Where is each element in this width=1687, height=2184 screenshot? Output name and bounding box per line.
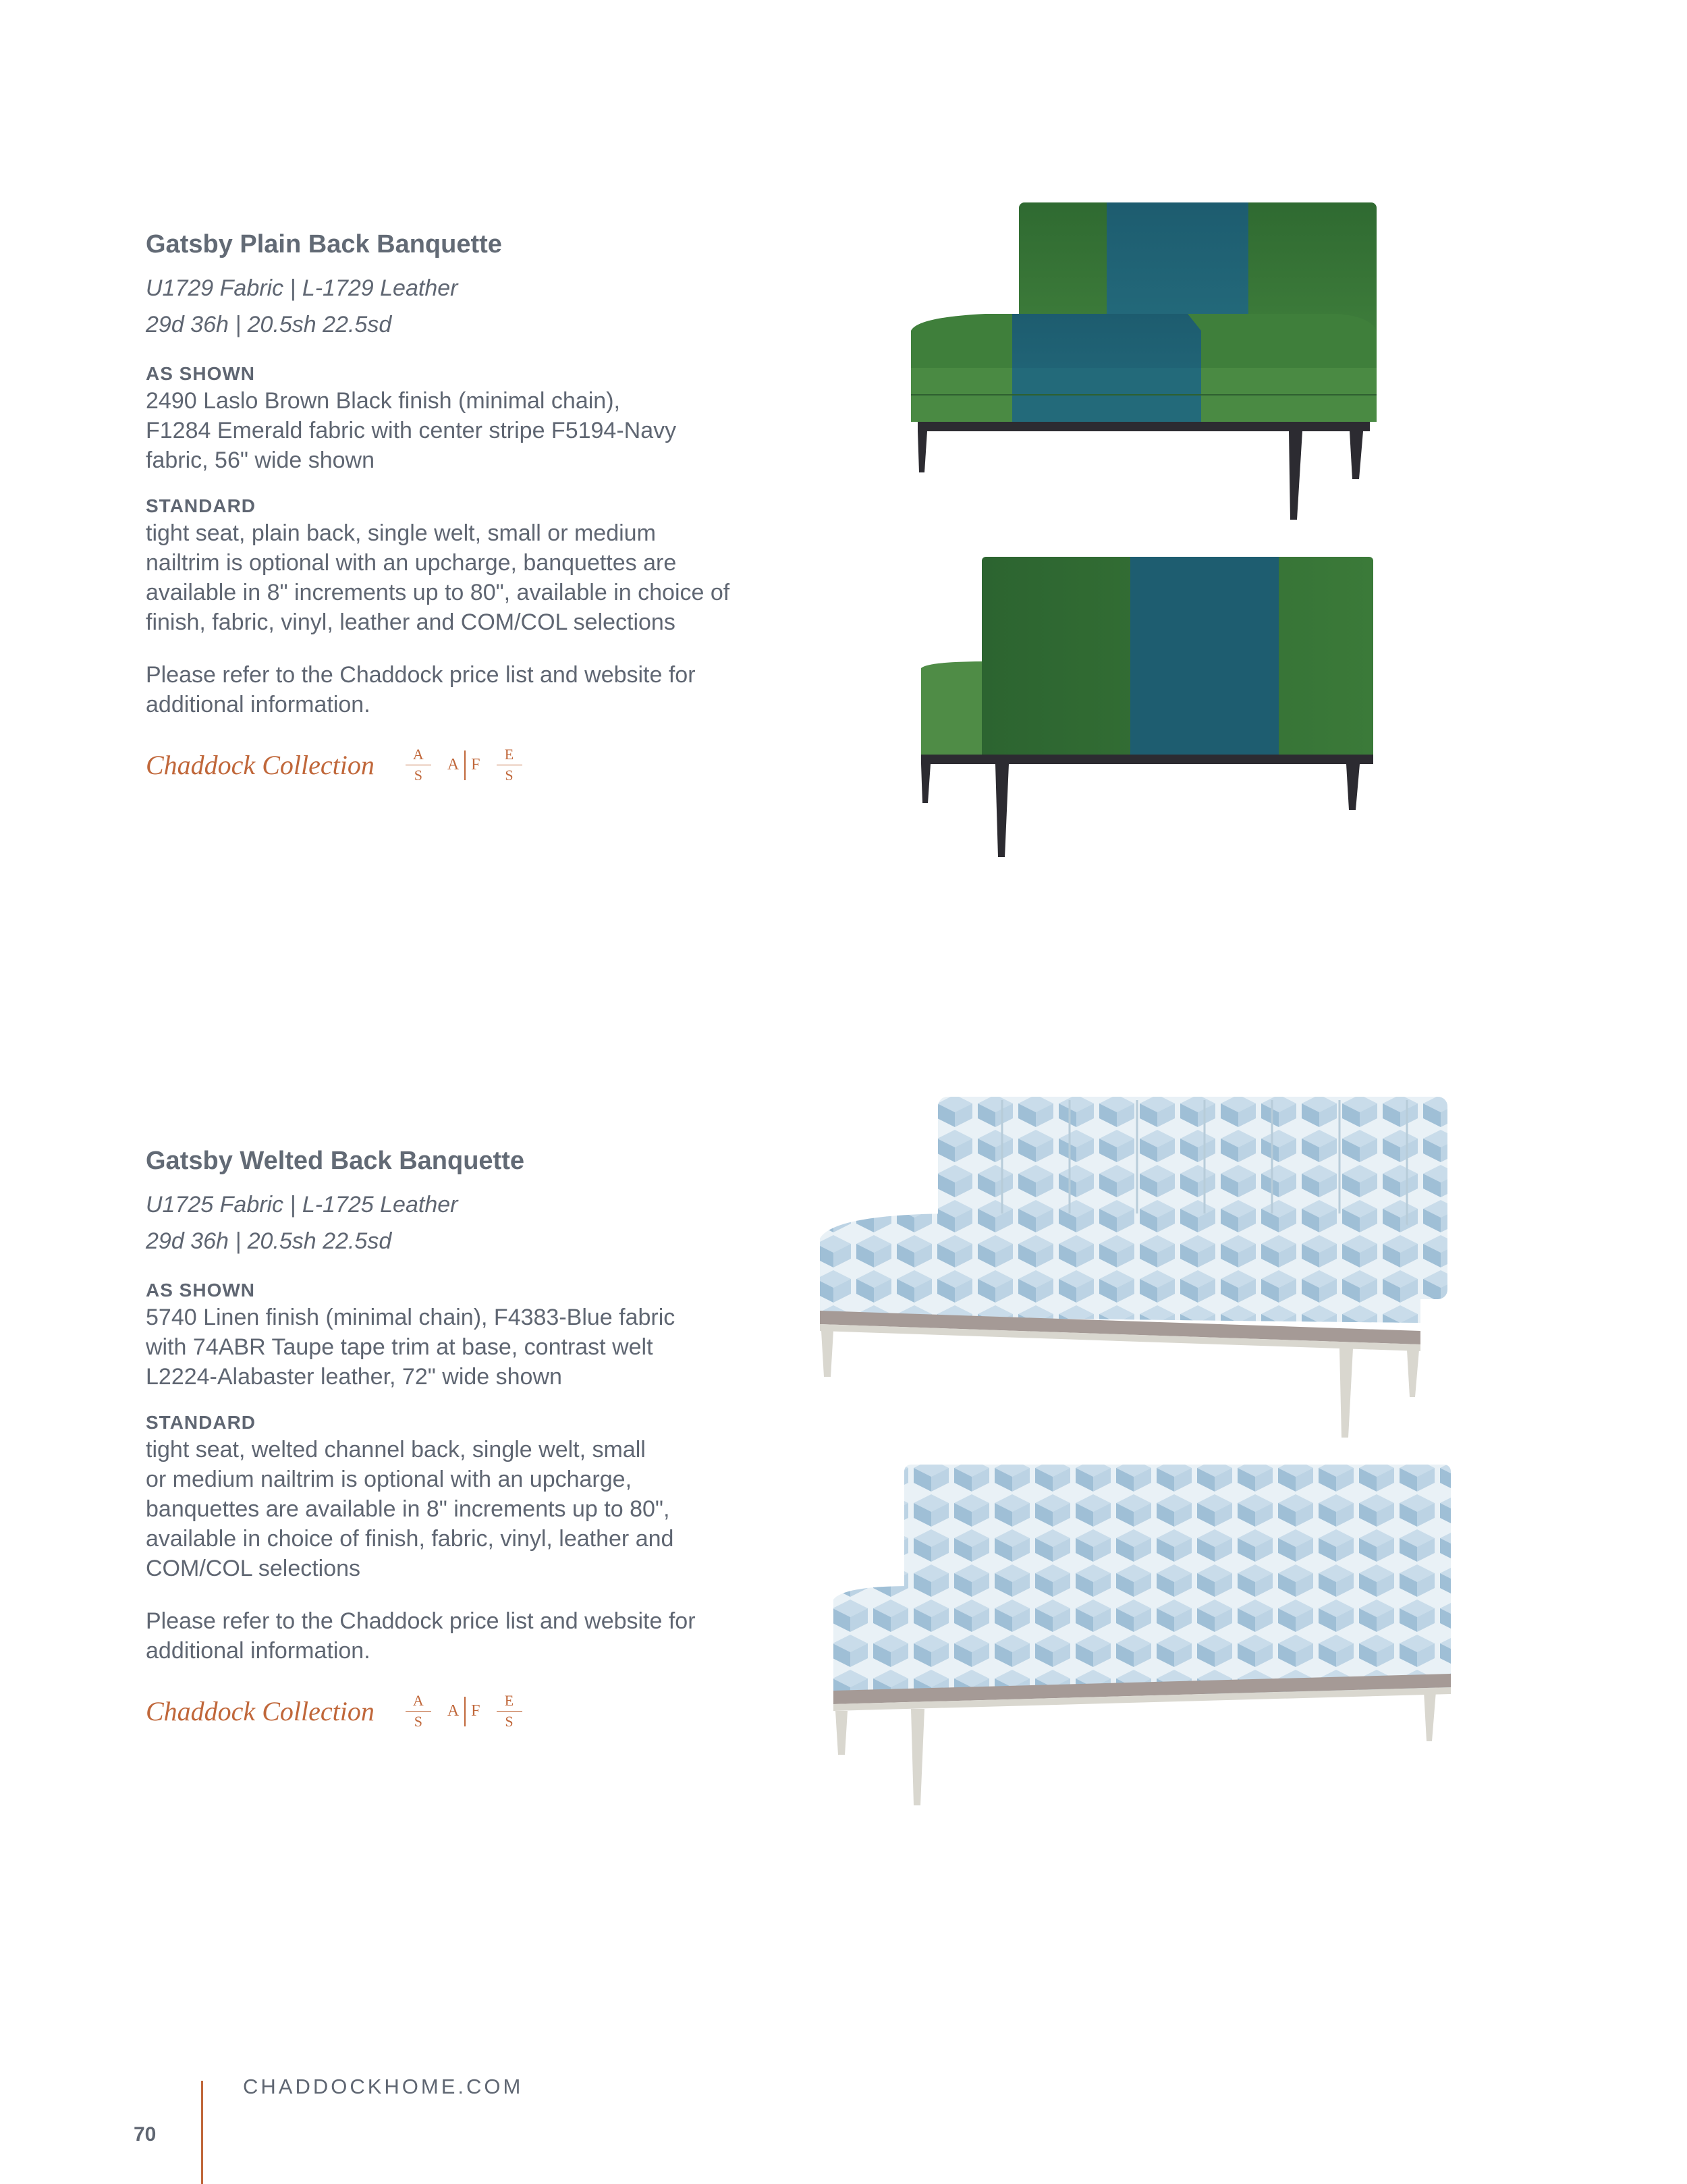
mark-es-bottom: S <box>505 1713 514 1730</box>
product-title: Gatsby Welted Back Banquette <box>146 1147 525 1175</box>
collection-row <box>146 1693 848 1730</box>
mark-as-top: A <box>412 746 424 763</box>
collection-marks <box>406 1693 522 1730</box>
collection-row <box>146 746 848 784</box>
standard-label: STANDARD <box>146 1412 256 1433</box>
product-gatsby-welted <box>146 1145 848 1730</box>
banquette-plain-back-image <box>914 553 1387 864</box>
mark-as <box>406 1693 431 1730</box>
product-codes: U1725 Fabric | L-1725 Leather <box>146 1192 458 1218</box>
product-dimensions: 29d 36h | 20.5sh 22.5sd <box>146 1228 392 1254</box>
mark-as-top: A <box>412 1692 424 1709</box>
page-number: 70 <box>134 2123 157 2146</box>
mark-af <box>447 750 480 780</box>
banquette-plain-front-image <box>904 196 1390 533</box>
product-gatsby-plain <box>146 228 848 784</box>
product-dimensions: 29d 36h | 20.5sh 22.5sd <box>146 312 392 337</box>
price-list-note: Please refer to the Chaddock price list and website for additional information. <box>146 1608 696 1664</box>
product-title: Gatsby Plain Back Banquette <box>146 230 502 258</box>
price-list-note: Please refer to the Chaddock price list and website for additional information. <box>146 662 696 717</box>
collection-name: Chaddock Collection <box>146 750 375 780</box>
standard-text: tight seat, plain back, single welt, small or medium nailtrim is optional with an upcharge, banquettes are available in 8" increments up to 80", available in choice of finish, fabric, vinyl, leather and COM/COL selections <box>146 520 730 635</box>
mark-es <box>497 746 522 784</box>
collection-name: Chaddock Collection <box>146 1696 375 1726</box>
mark-es <box>497 1693 522 1730</box>
mark-af-left: A <box>447 756 460 773</box>
as-shown-label: AS SHOWN <box>146 1280 255 1301</box>
banquette-welted-back-image <box>830 1458 1458 1809</box>
mark-es-top: E <box>504 1692 514 1709</box>
as-shown-text: 5740 Linen finish (minimal chain), F4383-Blue fabric with 74ABR Taupe tape trim at base, contrast welt L2224-Alabaster leather, 72" wide shown <box>146 1305 675 1390</box>
mark-af <box>447 1697 480 1726</box>
mark-af-left: A <box>447 1702 460 1720</box>
mark-af-right: F <box>471 756 480 773</box>
mark-as-bottom: S <box>414 767 422 784</box>
mark-es-top: E <box>504 746 514 763</box>
footer-divider <box>201 2081 203 2184</box>
mark-es-bottom: S <box>505 767 514 784</box>
footer-website-link[interactable]: CHADDOCKHOME.COM <box>243 2075 524 2098</box>
product-codes: U1729 Fabric | L-1729 Leather <box>146 275 458 301</box>
mark-as-bottom: S <box>414 1713 422 1730</box>
standard-label: STANDARD <box>146 495 256 516</box>
standard-text: tight seat, welted channel back, single welt, small or medium nailtrim is optional with an upcharge, banquettes are available in 8" increments up to 80", available in choice of finish, fabric, vinyl, leather and COM/COL selections <box>146 1437 674 1581</box>
as-shown-text: 2490 Laslo Brown Black finish (minimal chain), F1284 Emerald fabric with center stripe F5194-Navy fabric, 56" wide shown <box>146 388 677 473</box>
mark-af-right: F <box>471 1702 480 1720</box>
as-shown-label: AS SHOWN <box>146 363 255 384</box>
banquette-welted-front-image <box>813 1093 1454 1451</box>
collection-marks <box>406 746 522 784</box>
mark-as <box>406 746 431 784</box>
